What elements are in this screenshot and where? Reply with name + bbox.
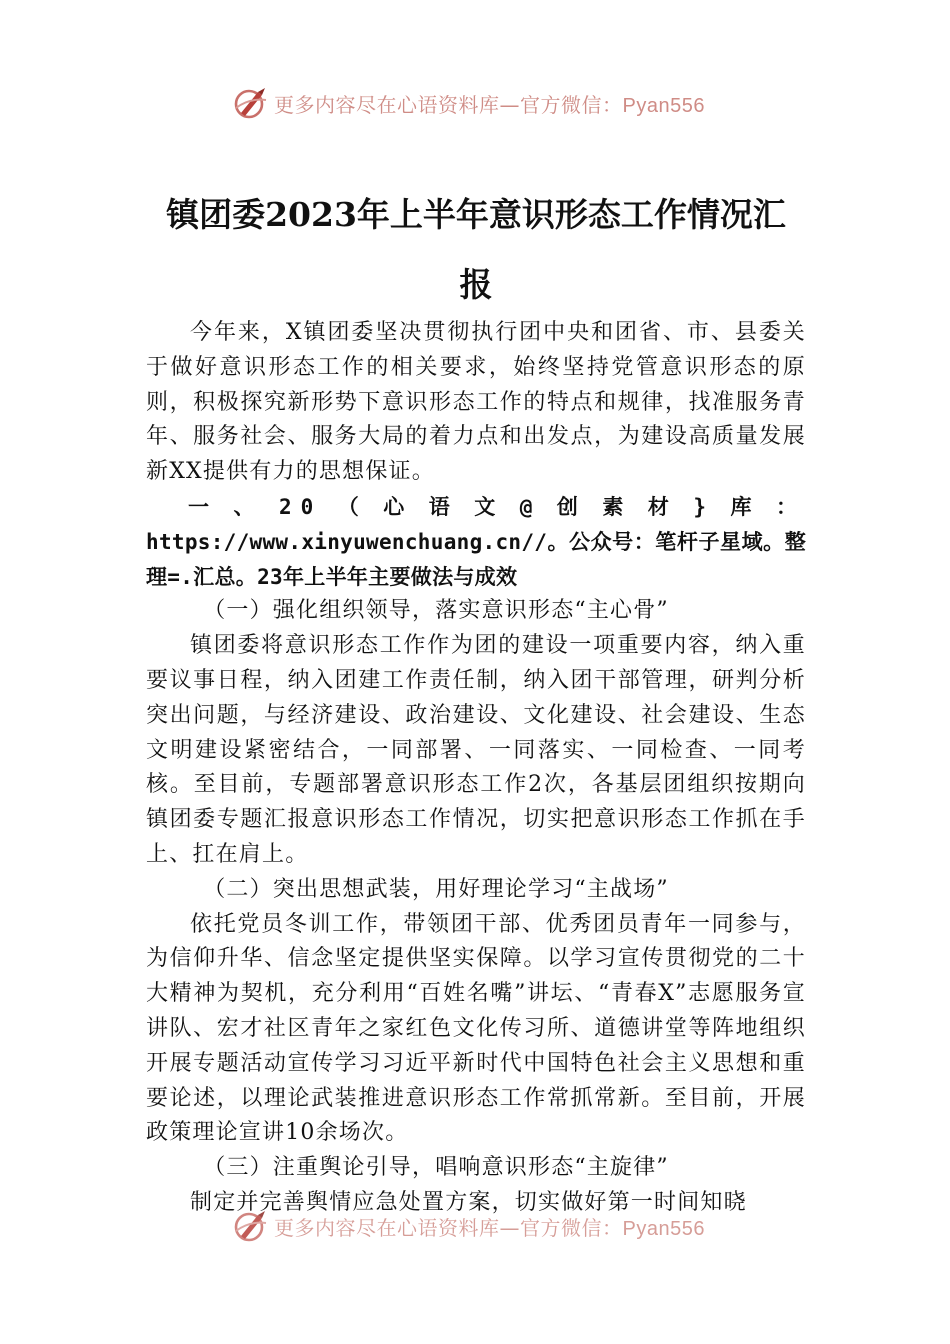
watermark-footer [232, 1202, 752, 1242]
document-title [146, 180, 806, 320]
section-1-heading [146, 490, 806, 594]
subsection-2-heading: （二）突出思想武装，用好理论学习“主战场” [203, 876, 669, 902]
subsection-1-paragraph: 镇团委将意识形态工作作为团的建设一项重要内容，纳入重要议事日程，纳入团建工作责任制，纳入团干部管理，研判分析突出问题，与经济建设、政治建设、文化建设、社会建设、生态文明建设紧密结合，一同部署、一同落实、一同检查、一同考核。至目前，专题部署意识形态工作2次，各基层团组织按期向镇团委专题汇报意识形态工作情况，切实把意识形态工作抓在手上、扛在肩上。 [146, 633, 806, 867]
subsection-2-paragraph: 依托党员冬训工作，带领团干部、优秀团员青年一同参与，为信仰升华、信念坚定提供坚实保障。以学习宣传贯彻党的二十大精神为契机，充分利用“百姓名嘴”讲坛、“青春X”志愿服务宣讲队、宏才社区青年之家红色文化传习所、道德讲堂等阵地组织开展专题活动宣传学习习近平新时代中国特色社会主义思想和重要论述，以理论武装推进意识形态工作常抓常新。至目前，开展政策理论宣讲10余场次。 [146, 911, 806, 1146]
pen-logo-icon [232, 86, 270, 120]
subsection-3-paragraph: 制定并完善舆情应急处置方案，切实做好第一时间知晓 [190, 1189, 747, 1215]
section-1-heading-lead: 一、20（心语文@创素材}库： [188, 494, 806, 519]
title-line-1: 镇团委2023年上半年意识形态工作情况汇 [166, 195, 786, 234]
document-body [146, 316, 806, 1221]
subsection-1-heading: （一）强化组织领导，落实意识形态“主心骨” [203, 598, 669, 624]
watermark-text: 更多内容尽在心语资料库—官方微信：Pyan556 [274, 1215, 705, 1240]
title-line-2: 报 [459, 265, 493, 304]
watermark-header [232, 82, 752, 124]
pen-logo-icon [232, 1209, 270, 1242]
intro-paragraph: 今年来，X镇团委坚决贯彻执行团中央和团省、市、县委关于做好意识形态工作的相关要求，始终坚持党管意识形态的原则，积极探究新形势下意识形态工作的特点和规律，找准服务青年、服务社会、服务大局的着力点和出发点，为建设高质量发展新XX提供有力的思想保证。 [146, 320, 806, 485]
watermark-text: 更多内容尽在心语资料库—官方微信：Pyan556 [274, 92, 705, 117]
subsection-3-heading: （三）注重舆论引导，唱响意识形态“主旋律” [203, 1155, 669, 1181]
section-1-heading-rest: https://www.xinyuwenchuang.cn//。公众号：笔杆子星域。整理=.汇总。23年上半年主要做法与成效 [146, 529, 806, 589]
